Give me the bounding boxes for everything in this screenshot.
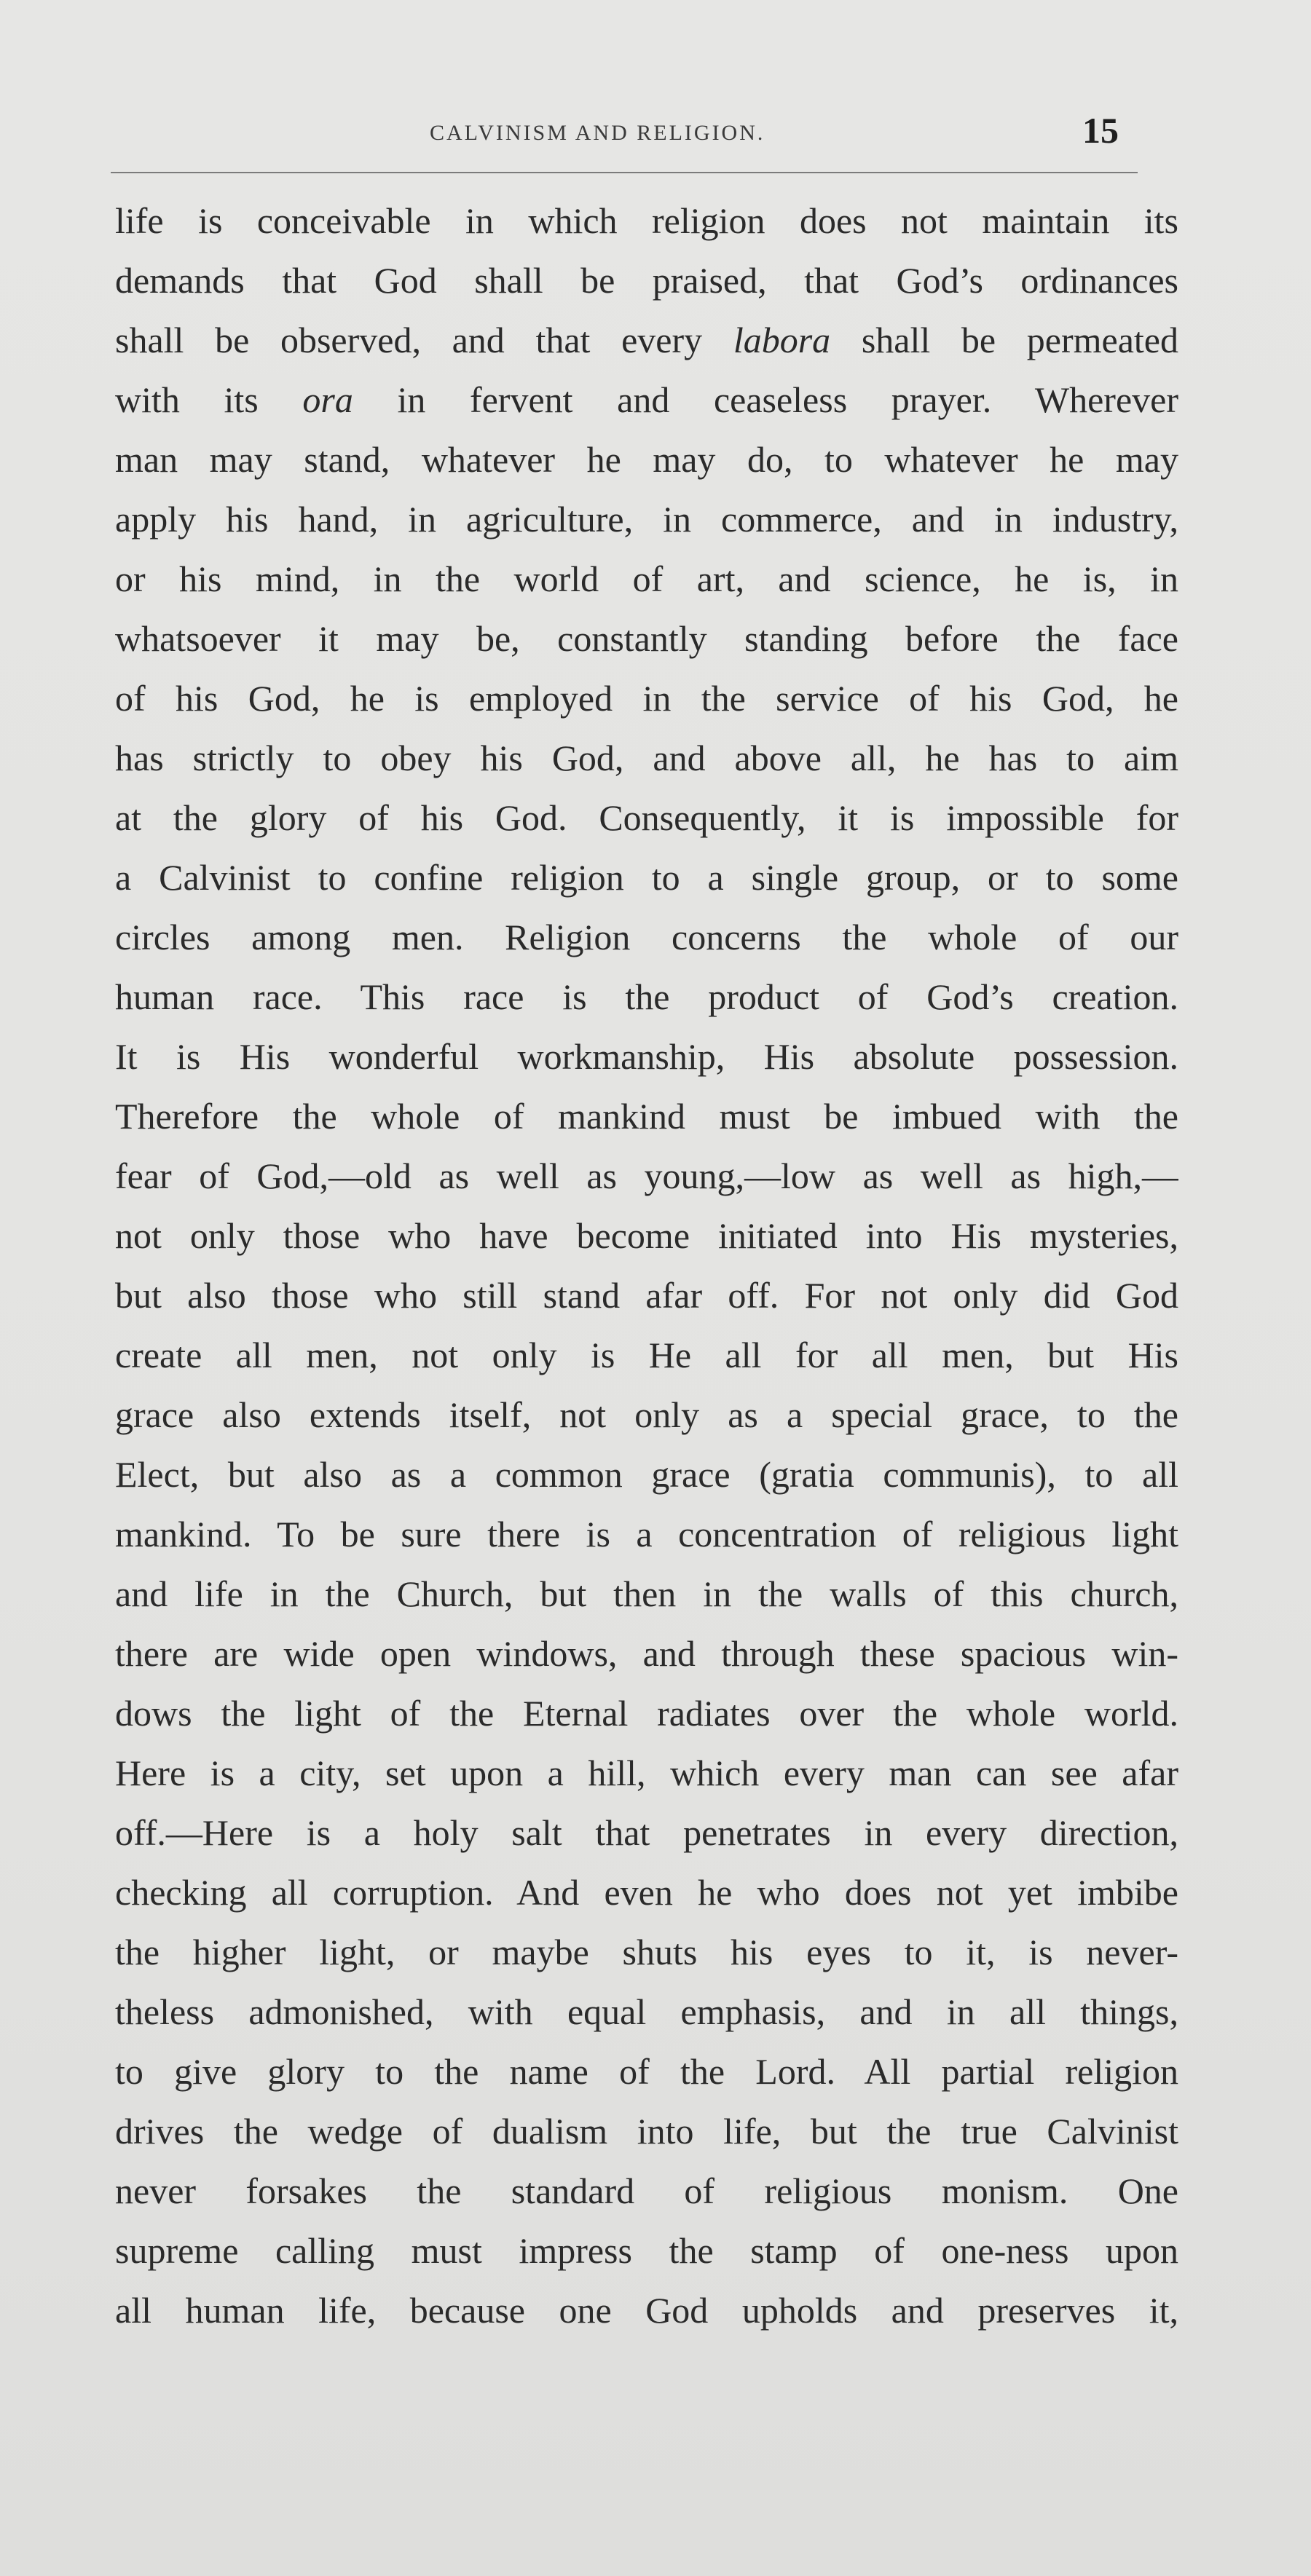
text-run: shall be observed, and that every: [115, 320, 733, 360]
text-run: create all men, not only is He all for all men, but His: [115, 1335, 1178, 1375]
text-run: apply his hand, in agriculture, in commerce, and in industry,: [115, 499, 1178, 540]
text-run: with its: [115, 379, 303, 420]
text-line: [115, 191, 1178, 250]
text-run: Elect, but also as a common grace (gratia communis), to all: [115, 1454, 1178, 1495]
text-run: It is His wonderful workmanship, His absolute possession.: [115, 1036, 1178, 1077]
text-run: but also those who still stand afar off. For not only did God: [115, 1275, 1178, 1316]
text-run: demands that God shall be praised, that God’s ordinances: [115, 260, 1178, 301]
text-line: [115, 1325, 1178, 1385]
text-line: [115, 2101, 1178, 2161]
text-line: [115, 549, 1178, 609]
text-run: in fervent and ceaseless prayer. Wherever: [353, 379, 1178, 420]
text-line: [115, 1206, 1178, 1265]
text-line: [115, 1265, 1178, 1325]
text-run: there are wide open windows, and through these spacious win-: [115, 1633, 1178, 1674]
text-line: [115, 2221, 1178, 2280]
text-line: [115, 1982, 1178, 2042]
text-line: [115, 1086, 1178, 1146]
text-run: drives the wedge of dualism into life, but the true Calvinist: [115, 2111, 1178, 2152]
text-run: grace also extends itself, not only as a special grace, to the: [115, 1394, 1178, 1435]
text-line: [115, 1743, 1178, 1803]
text-line: [115, 2042, 1178, 2101]
text-line: [115, 848, 1178, 907]
text-run: off.—Here is a holy salt that penetrates in every direction,: [115, 1812, 1178, 1853]
text-run: a Calvinist to confine religion to a single group, or to some: [115, 857, 1178, 898]
text-run: supreme calling must impress the stamp of one-ness upon: [115, 2230, 1178, 2271]
text-line: [115, 1146, 1178, 1206]
text-line: [115, 489, 1178, 549]
text-run: all human life, because one God upholds and preserves it,: [115, 2290, 1178, 2331]
text-line: [115, 668, 1178, 728]
text-run: life is conceivable in which religion does not maintain its: [115, 200, 1178, 241]
text-run: has strictly to obey his God, and above all, he has to aim: [115, 738, 1178, 778]
text-line: [115, 1862, 1178, 1922]
text-line: [115, 1385, 1178, 1445]
text-run: not only those who have become initiated into His mysteries,: [115, 1215, 1178, 1256]
text-run: shall be permeated: [830, 320, 1178, 360]
text-line: [115, 250, 1178, 310]
text-run: theless admonished, with equal emphasis, and in all things,: [115, 1991, 1178, 2032]
text-run: whatsoever it may be, constantly standing before the face: [115, 618, 1178, 659]
text-run: at the glory of his God. Consequently, it is impossible for: [115, 797, 1178, 838]
text-line: [115, 907, 1178, 967]
text-line: [115, 1922, 1178, 1982]
text-line: [115, 370, 1178, 430]
text-run: the higher light, or maybe shuts his eyes to it, is never-: [115, 1932, 1178, 1972]
italic-word: ora: [302, 379, 353, 420]
text-line: [115, 1445, 1178, 1504]
header-rule: [111, 172, 1138, 173]
text-run: circles among men. Religion concerns the whole of our: [115, 917, 1178, 957]
text-run: human race. This race is the product of God’s creation.: [115, 976, 1178, 1017]
text-run: never forsakes the standard of religious monism. One: [115, 2170, 1178, 2211]
text-line: [115, 967, 1178, 1027]
text-line: [115, 1027, 1178, 1086]
text-run: man may stand, whatever he may do, to whatever he may: [115, 439, 1178, 480]
text-run: Here is a city, set upon a hill, which every man can see afar: [115, 1753, 1178, 1793]
text-line: [115, 1624, 1178, 1683]
text-line: [115, 1803, 1178, 1862]
text-line: [115, 430, 1178, 489]
text-line: [115, 609, 1178, 668]
text-run: and life in the Church, but then in the walls of this church,: [115, 1573, 1178, 1614]
text-run: or his mind, in the world of art, and science, he is, in: [115, 558, 1178, 599]
text-run: mankind. To be sure there is a concentration of religious light: [115, 1514, 1178, 1554]
text-line: [115, 728, 1178, 788]
italic-word: labora: [733, 320, 831, 360]
running-head: CALVINISM AND RELIGION.: [430, 121, 765, 145]
text-run: dows the light of the Eternal radiates over the whole world.: [115, 1693, 1178, 1734]
text-line: [115, 2161, 1178, 2221]
text-line: [115, 1683, 1178, 1743]
text-line: [115, 2280, 1178, 2340]
page-number: 15: [1082, 110, 1119, 151]
text-run: fear of God,—old as well as young,—low as well as high,—: [115, 1155, 1178, 1196]
text-line: [115, 1564, 1178, 1624]
text-run: checking all corruption. And even he who does not yet imbibe: [115, 1872, 1178, 1913]
text-run: of his God, he is employed in the service of his God, he: [115, 678, 1178, 719]
text-line: [115, 1504, 1178, 1564]
text-line: [115, 310, 1178, 370]
text-line: [115, 788, 1178, 848]
text-run: Therefore the whole of mankind must be imbued with the: [115, 1096, 1178, 1137]
text-run: to give glory to the name of the Lord. All partial religion: [115, 2051, 1178, 2092]
body-text: [115, 191, 1178, 2340]
